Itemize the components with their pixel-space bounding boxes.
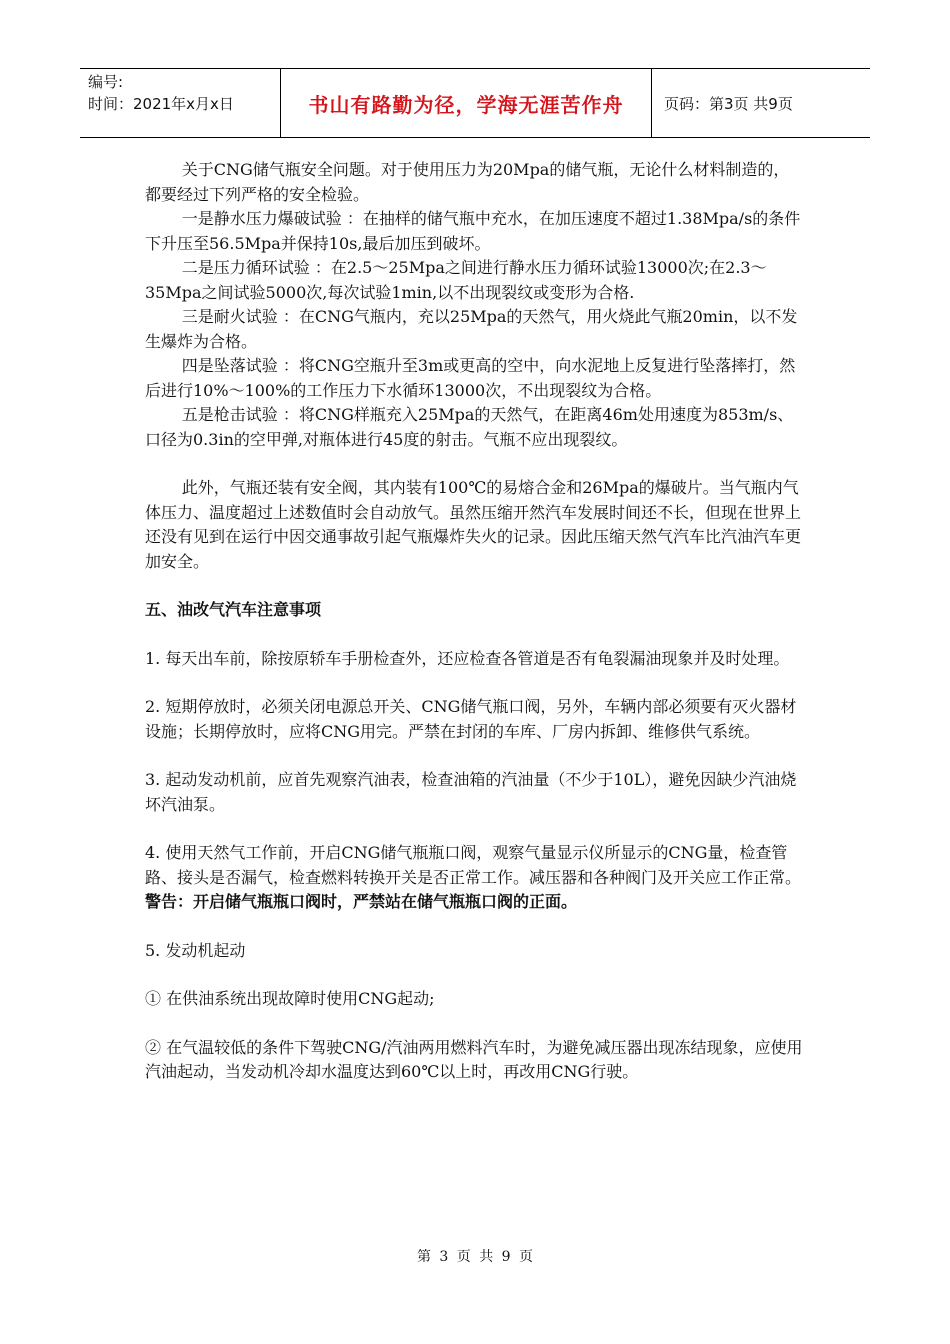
section-heading: 五、油改气汽车注意事项 [145,600,322,619]
date-label: 时间：2021年x月x日 [88,95,234,113]
list-item-1: 1. 每天出车前，除按原轿车手册检查外，还应检查各管道是否有龟裂漏油现象并及时处理。 [145,648,790,668]
paragraph-intro: 关于CNG储气瓶安全问题。对于使用压力为20Mpa的储气瓶，无论什么材料制造的，都要经过下列严格的安全检验。 [145,160,790,204]
paragraph-test-1: 一是静水压力爆破试验 ：在抽样的储气瓶中充水，在加压速度不超过1.38Mpa/s的条件下升压至56.5Mpa并保持10s,最后加压到破坏。 [145,209,801,253]
paragraph-safety-valve: 此外，气瓶还装有安全阀，其内装有100℃的易熔合金和26Mpa的爆破片。当气瓶内气体压力、温度超过上述数值时会自动放气。虽然压缩开然汽车发展时间还不长，但现在世界上还没有见到在运行中因交通事故引起气瓶爆炸失火的记录。因此压缩天然气汽车比汽油汽车更加安全。 [145,478,802,571]
page-footer: 第 3 页 共 9 页 [416,1249,534,1265]
paragraph-test-5: 五是枪击试验 ：将CNG样瓶充入25Mpa的天然气，在距离46m处用速度为853m/s、口径为0.3in的空甲弹,对瓶体进行45度的射击。气瓶不应出现裂纹。 [145,405,794,449]
document-body [145,158,805,1085]
sub-item-2: ② 在气温较低的条件下驾驶CNG/汽油两用燃料汽车时，为避免减压器出现冻结现象，应使用汽油起动，当发动机冷却水温度达到60℃以上时，再改用CNG行驶。 [145,1037,803,1081]
sub-item-1: ① 在供油系统出现故障时使用CNG起动; [145,989,435,1008]
list-item-4 [145,841,805,915]
list-item-3: 3. 起动发动机前，应首先观察汽油表，检查油箱的汽油量（不少于10L），避免因缺少汽油烧坏汽油泵。 [145,770,797,814]
header-meta [80,69,280,137]
list-item-5: 5. 发动机起动 [145,940,246,960]
number-label: 编号: [88,73,124,91]
warning-text: 警告：开启储气瓶瓶口阀时，严禁站在储气瓶瓶口阀的正面。 [145,892,578,911]
list-item-4-text: 4. 使用天然气工作前，开启CNG储气瓶瓶口阀，观察气量显示仪所显示的CNG量，检查管路、接头是否漏气，检查燃料转换开关是否正常工作。减压器和各种阀门及开关应工作正常。 [145,843,802,887]
paragraph-test-4: 四是坠落试验 ：将CNG空瓶升至3m或更高的空中，向水泥地上反复进行坠落摔打，然后进行10%～100%的工作压力下水循环13000次，不出现裂纹为合格。 [145,356,796,400]
header-motto: 书山有路勤为径，学海无涯苦作舟 [280,69,652,137]
paragraph-test-3: 三是耐火试验 ：在CNG气瓶内，充以25Mpa的天然气，用火烧此气瓶20min，以不发生爆炸为合格。 [145,307,798,351]
header-page-info: 页码：第3页 共9页 [664,94,793,113]
list-item-2: 2. 短期停放时，必须关闭电源总开关、CNG储气瓶口阀，另外，车辆内部必须要有灭火器材设施；长期停放时，应将CNG用完。严禁在封闭的车库、厂房内拆卸、维修供气系统。 [145,697,797,741]
paragraph-test-2: 二是压力循环试验 ：在2.5～25Mpa之间进行静水压力循环试验13000次;在2.3～35Mpa之间试验5000次,每次试验1min,以不出现裂纹或变形为合格. [145,258,767,302]
page-header [80,68,870,138]
